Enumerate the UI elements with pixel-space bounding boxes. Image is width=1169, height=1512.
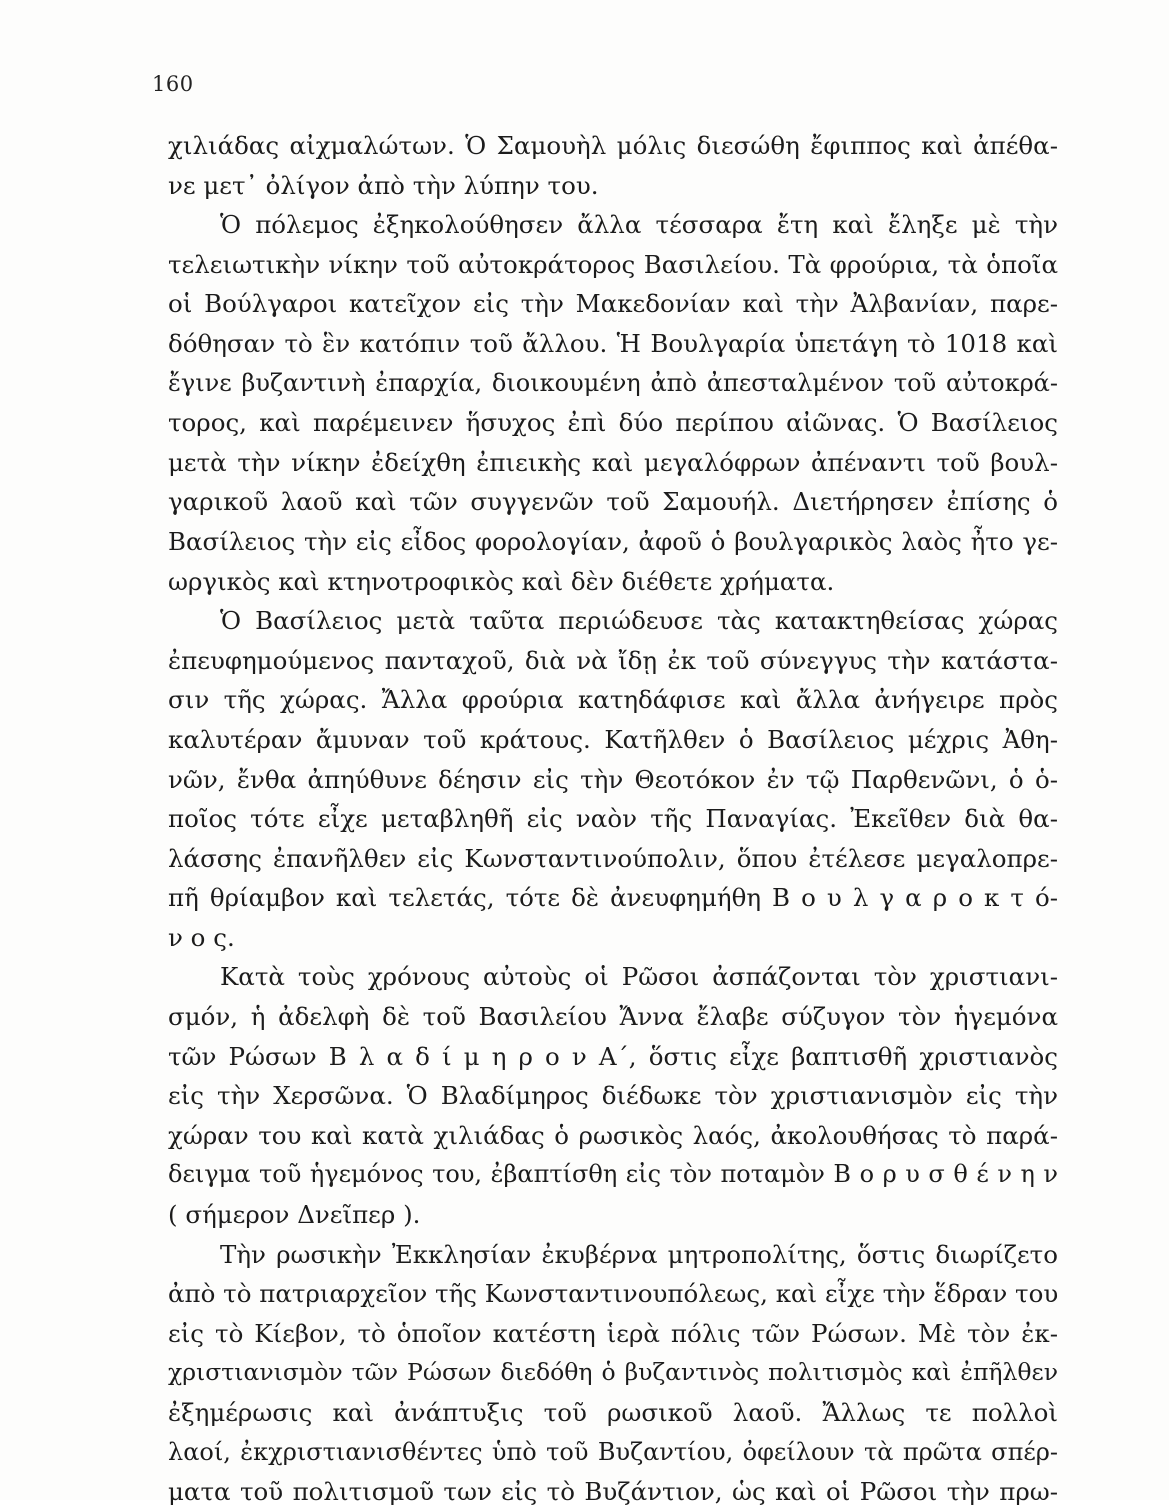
text-line: ἐξημέρωσις καὶ ἀνάπτυξις τοῦ ρωσικοῦ λαοῦ. Ἄλλως τε πολλοὶ	[168, 1398, 1058, 1427]
text-line: Ὁ Βασίλειος μετὰ ταῦτα περιώδευσε τὰς κατακτηθείσας χώρας	[220, 606, 1058, 636]
text-line: Ὁ πόλεμος ἐξηκολούθησεν ἄλλα τέσσαρα ἔτη καὶ ἔληξε μὲ τὴν	[220, 210, 1058, 240]
text-line: τῶν Ρώσων Β λ α δ ί μ η ρ ο ν Α΄, ὅστις εἶχε βαπτισθῆ χριστιανὸς	[168, 1041, 1058, 1071]
text-line: ματα τοῦ πολιτισμοῦ των εἰς τὸ Βυζάντιον, ὡς καὶ οἱ Ρῶσοι τὴν πρω-	[168, 1477, 1058, 1507]
text-line: ποῖος τότε εἶχε μεταβληθῆ εἰς ναὸν τῆς Παναγίας. Ἐκεῖθεν διὰ θα-	[168, 804, 1058, 834]
text-line: ( σήμερον Δνεῖπερ ).	[168, 1200, 421, 1230]
text-line: τορος, καὶ παρέμεινεν ἥσυχος ἐπὶ δύο περίπου αἰῶνας. Ὁ Βασίλειος	[168, 408, 1058, 438]
text-line: τελειωτικὴν νίκην τοῦ αὐτοκράτορος Βασιλείου. Τὰ φρούρια, τὰ ὁποῖα	[168, 249, 1058, 279]
text-line: καλυτέραν ἄμυναν τοῦ κράτους. Κατῆλθεν ὁ Βασίλειος μέχρις Ἀθη-	[168, 724, 1058, 754]
text-line: χιλιάδας αἰχμαλώτων. Ὁ Σαμουὴλ μόλις διεσώθη ἔφιππος καὶ ἀπέθα-	[168, 131, 1058, 160]
text-line: Βασίλειος τὴν εἰς εἶδος φορολογίαν, ἀφοῦ ὁ βουλγαρικὸς λαὸς ἦτο γε-	[168, 526, 1058, 556]
text-line: χριστιανισμὸν τῶν Ρώσων διεδόθη ὁ βυζαντινὸς πολιτισμὸς καὶ ἐπῆλθεν	[168, 1358, 1058, 1387]
text-line: Τὴν ρωσικὴν Ἐκκλησίαν ἐκυβέρνα μητροπολίτης, ὅστις διωρίζετο	[220, 1239, 1058, 1269]
text-line: εἰς τὴν Χερσῶνα. Ὁ Βλαδίμηρος διέδωκε τὸν χριστιανισμὸν εἰς τὴν	[168, 1081, 1058, 1111]
text-line: δόθησαν τὸ ἓν κατόπιν τοῦ ἄλλου. Ἡ Βουλγαρία ὑπετάγη τὸ 1018 καὶ	[168, 328, 1058, 358]
text-line: γαρικοῦ λαοῦ καὶ τῶν συγγενῶν τοῦ Σαμουήλ. Διετήρησεν ἐπίσης ὁ	[168, 487, 1058, 517]
text-line: δειγμα τοῦ ἡγεμόνος του, ἐβαπτίσθη εἰς τὸν ποταμὸν Β ο ρ υ σ θ έ ν η ν	[168, 1160, 1058, 1189]
text-line: ἔγινε βυζαντινὴ ἐπαρχία, διοικουμένη ἀπὸ ἀπεσταλμένον τοῦ αὐτοκρά-	[168, 368, 1058, 397]
text-line: ν ο ς.	[168, 922, 235, 952]
body-text	[168, 126, 1058, 1512]
text-line: Κατὰ τοὺς χρόνους αὐτοὺς οἱ Ρῶσοι ἀσπάζονται τὸν χριστιανι-	[220, 962, 1058, 992]
text-line: σιν τῆς χώρας. Ἄλλα φρούρια κατηδάφισε καὶ ἄλλα ἀνήγειρε πρὸς	[168, 685, 1058, 715]
text-line: εἰς τὸ Κίεβον, τὸ ὁποῖον κατέστη ἱερὰ πόλις τῶν Ρώσων. Μὲ τὸν ἐκ-	[168, 1318, 1058, 1348]
text-line: νῶν, ἔνθα ἀπηύθυνε δέησιν εἰς τὴν Θεοτόκον ἐν τῷ Παρθενῶνι, ὁ ὁ-	[168, 764, 1058, 794]
text-line: πῆ θρίαμβον καὶ τελετάς, τότε δὲ ἀνευφημήθη Β ο υ λ γ α ρ ο κ τ ό-	[168, 883, 1058, 913]
text-line: λάσσης ἐπανῆλθεν εἰς Κωνσταντινούπολιν, ὅπου ἐτέλεσε μεγαλοπρε-	[168, 843, 1058, 873]
text-line: ωργικὸς καὶ κτηνοτροφικὸς καὶ δὲν διέθετε χρήματα.	[168, 566, 835, 596]
text-line: οἱ Βούλγαροι κατεῖχον εἰς τὴν Μακεδονίαν καὶ τὴν Ἀλβανίαν, παρε-	[168, 289, 1058, 319]
text-line: ἐπευφημούμενος πανταχοῦ, διὰ νὰ ἴδῃ ἐκ τοῦ σύνεγγυς τὴν κατάστα-	[168, 645, 1058, 675]
text-line: ἀπὸ τὸ πατριαρχεῖον τῆς Κωνσταντινουπόλεως, καὶ εἶχε τὴν ἕδραν του	[168, 1279, 1059, 1309]
text-line: νε μετ᾽ ὀλίγον ἀπὸ τὴν λύπην του.	[168, 170, 599, 200]
text-line: σμόν, ἡ ἀδελφὴ δὲ τοῦ Βασιλείου Ἄννα ἔλαβε σύζυγον τὸν ἡγεμόνα	[168, 1002, 1058, 1032]
text-line: χώραν του καὶ κατὰ χιλιάδας ὁ ρωσικὸς λαός, ἀκολουθήσας τὸ παρά-	[168, 1120, 1058, 1150]
page-number: 160	[152, 72, 194, 96]
text-line: λαοί, ἐκχριστιανισθέντες ὑπὸ τοῦ Βυζαντίου, ὀφείλουν τὰ πρῶτα σπέρ-	[168, 1437, 1058, 1466]
text-line: μετὰ τὴν νίκην ἐδείχθη ἐπιεικὴς καὶ μεγαλόφρων ἀπέναντι τοῦ βουλ-	[168, 447, 1058, 477]
